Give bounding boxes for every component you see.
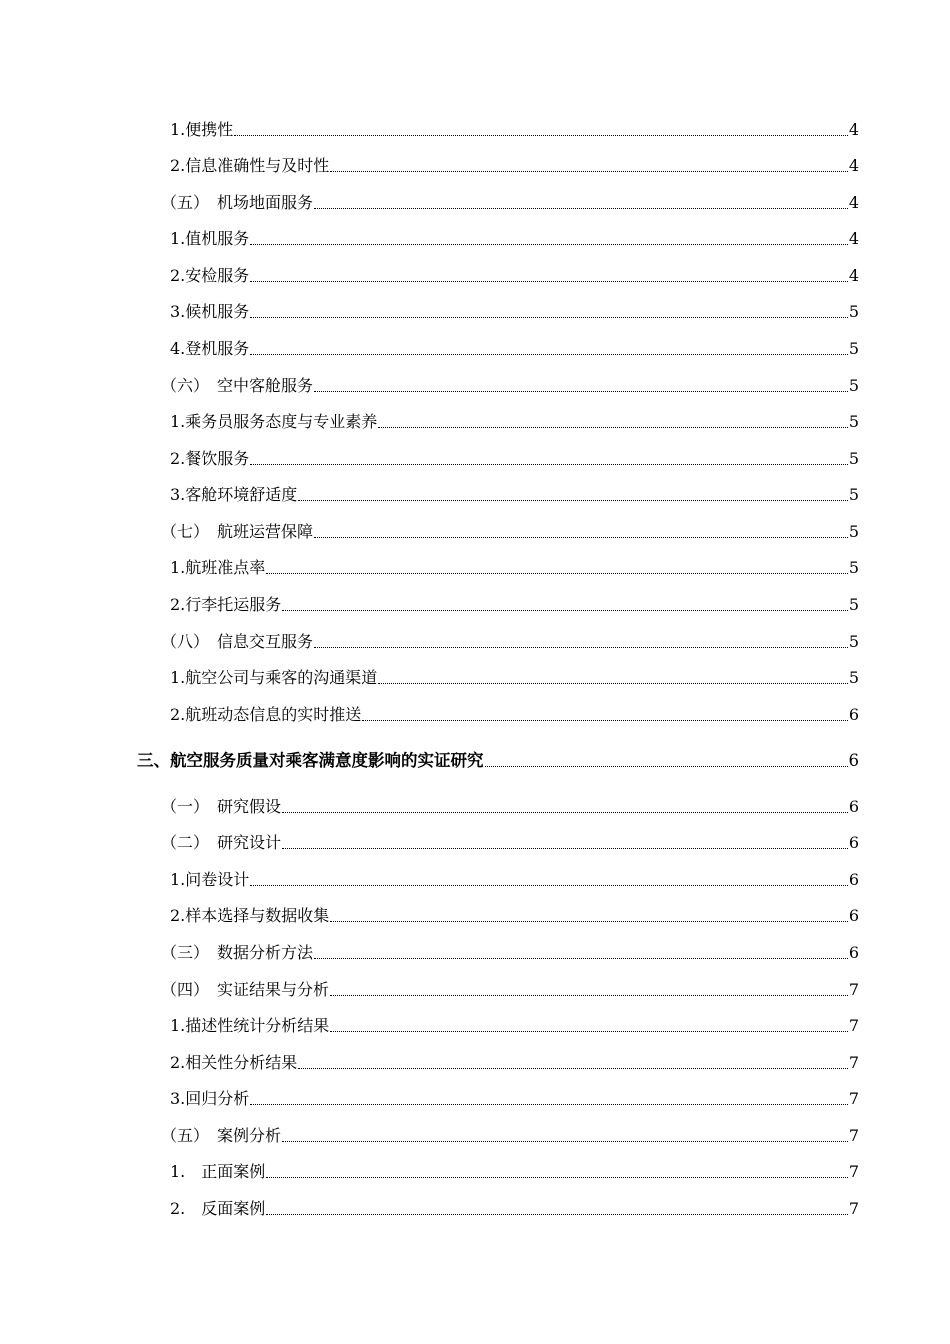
toc-entry-title: 3.候机服务 (170, 302, 250, 321)
toc-page-number: 5 (848, 376, 859, 395)
toc-page-number: 7 (848, 1199, 859, 1218)
toc-dot-leader (282, 610, 848, 611)
toc-page-number: 6 (848, 870, 859, 889)
toc-page-number: 6 (848, 833, 859, 852)
toc-page-number: 5 (848, 449, 859, 468)
toc-entry (170, 1049, 859, 1073)
toc-entry (170, 1158, 859, 1182)
toc-dot-leader (330, 995, 848, 996)
toc-page-number: 4 (848, 193, 859, 212)
toc-entry-title: （三） 数据分析方法 (161, 943, 314, 962)
toc-entry-title: （一） 研究假设 (161, 797, 282, 816)
toc-entry (170, 445, 859, 469)
toc-page-number: 5 (848, 558, 859, 577)
toc-dot-leader (250, 244, 848, 245)
toc-entry (170, 1195, 859, 1219)
toc-entry-title: （二） 研究设计 (161, 833, 282, 852)
toc-entry (170, 1012, 859, 1036)
toc-entry-title: （八） 信息交互服务 (161, 632, 314, 651)
toc-page-number: 7 (848, 1162, 859, 1181)
toc-entry-title: 3.客舱环境舒适度 (170, 485, 298, 504)
toc-entry (161, 518, 859, 542)
toc-dot-leader (250, 1104, 848, 1105)
toc-entry-title: 3.回归分析 (170, 1089, 250, 1108)
toc-entry (170, 591, 859, 615)
toc-page-number: 5 (848, 485, 859, 504)
toc-dot-leader (314, 208, 848, 209)
toc-page-number: 4 (848, 229, 859, 248)
toc-page-number: 7 (848, 1126, 859, 1145)
toc-dot-leader (282, 812, 848, 813)
toc-page-number: 7 (848, 1089, 859, 1108)
toc-entry-title: 1.航班准点率 (170, 558, 266, 577)
toc-dot-leader (314, 391, 848, 392)
toc-entry (170, 902, 859, 926)
toc-entry (170, 481, 859, 505)
toc-dot-leader (266, 1214, 848, 1215)
toc-dot-leader (266, 573, 848, 574)
toc-dot-leader (250, 354, 848, 355)
toc-entry (161, 189, 859, 213)
toc-page-number: 4 (848, 266, 859, 285)
toc-entry-title: 1.问卷设计 (170, 870, 250, 889)
toc-entry-title: 1. 正面案例 (170, 1162, 266, 1181)
toc-page-number: 5 (848, 632, 859, 651)
toc-entry (170, 298, 859, 322)
toc-dot-leader (314, 537, 848, 538)
toc-entry (170, 1085, 859, 1109)
toc-entry (161, 793, 859, 817)
toc-entry (170, 554, 859, 578)
toc-dot-leader (250, 464, 848, 465)
toc-page-number: 7 (848, 1053, 859, 1072)
toc-entry-title: （六） 空中客舱服务 (161, 376, 314, 395)
toc-dot-leader (266, 1177, 848, 1178)
toc-entry-title: 1.乘务员服务态度与专业素养 (170, 412, 378, 431)
toc-entry-title: 1.便携性 (170, 120, 234, 139)
toc-page-number: 5 (848, 412, 859, 431)
toc-dot-leader (234, 135, 848, 136)
toc-entry-title: 2.航班动态信息的实时推送 (170, 705, 362, 724)
toc-page-number: 4 (848, 156, 859, 175)
toc-chapter-entry (137, 747, 859, 771)
toc-entry (170, 701, 859, 725)
toc-entry (161, 976, 859, 1000)
toc-entry-title: 2. 反面案例 (170, 1199, 266, 1218)
toc-entry-title: 2.餐饮服务 (170, 449, 250, 468)
toc-dot-leader (250, 317, 848, 318)
toc-page-number: 6 (848, 906, 859, 925)
toc-page-number: 7 (848, 1016, 859, 1035)
toc-dot-leader (330, 171, 848, 172)
toc-page-number: 5 (848, 339, 859, 358)
toc-dot-leader (250, 885, 848, 886)
toc-dot-leader (362, 720, 848, 721)
toc-dot-leader (314, 958, 848, 959)
toc-entry (170, 866, 859, 890)
toc-entry-title: （四） 实证结果与分析 (161, 980, 330, 999)
toc-entry (170, 152, 859, 176)
toc-entry-title: 2.样本选择与数据收集 (170, 906, 330, 925)
toc-page-number: 6 (848, 751, 859, 770)
toc-entry-title: （五） 机场地面服务 (161, 193, 314, 212)
toc-dot-leader (282, 1141, 848, 1142)
toc-page-number: 5 (848, 522, 859, 541)
toc-page-number: 4 (848, 120, 859, 139)
toc-page-number: 5 (848, 595, 859, 614)
toc-dot-leader (298, 1068, 848, 1069)
toc-entry-title: 2.行李托运服务 (170, 595, 282, 614)
toc-dot-leader (378, 427, 848, 428)
toc-entry-title: 2.信息准确性与及时性 (170, 156, 330, 175)
toc-page-number: 6 (848, 943, 859, 962)
toc-entry (161, 1122, 859, 1146)
toc-entry-title: 1.描述性统计分析结果 (170, 1016, 330, 1035)
toc-dot-leader (330, 921, 848, 922)
toc-entry (170, 335, 859, 359)
toc-entry-title: 2.相关性分析结果 (170, 1053, 298, 1072)
toc-entry-title: 2.安检服务 (170, 266, 250, 285)
toc-entry (170, 408, 859, 432)
toc-entry (161, 939, 859, 963)
toc-dot-leader (314, 647, 848, 648)
toc-entry (161, 628, 859, 652)
toc-page-number: 5 (848, 668, 859, 687)
toc-page-number: 6 (848, 705, 859, 724)
toc-entry (170, 225, 859, 249)
toc-dot-leader (378, 683, 848, 684)
toc-entry (170, 664, 859, 688)
toc-entry (170, 116, 859, 140)
toc-dot-leader (485, 766, 848, 767)
toc-entry-title: 1.值机服务 (170, 229, 250, 248)
toc-dot-leader (298, 500, 848, 501)
toc-entry (161, 372, 859, 396)
toc-page-number: 7 (848, 980, 859, 999)
toc-entry (161, 829, 859, 853)
toc-dot-leader (282, 848, 848, 849)
toc-page-number: 5 (848, 302, 859, 321)
toc-dot-leader (250, 281, 848, 282)
toc-page-number: 6 (848, 797, 859, 816)
toc-entry-title: （五） 案例分析 (161, 1126, 282, 1145)
toc-entry-title: 三、航空服务质量对乘客满意度影响的实证研究 (137, 751, 484, 770)
toc-entry-title: 4.登机服务 (170, 339, 250, 358)
toc-entry-title: 1.航空公司与乘客的沟通渠道 (170, 668, 378, 687)
toc-entry (170, 262, 859, 286)
toc-dot-leader (330, 1031, 848, 1032)
toc-entry-title: （七） 航班运营保障 (161, 522, 314, 541)
